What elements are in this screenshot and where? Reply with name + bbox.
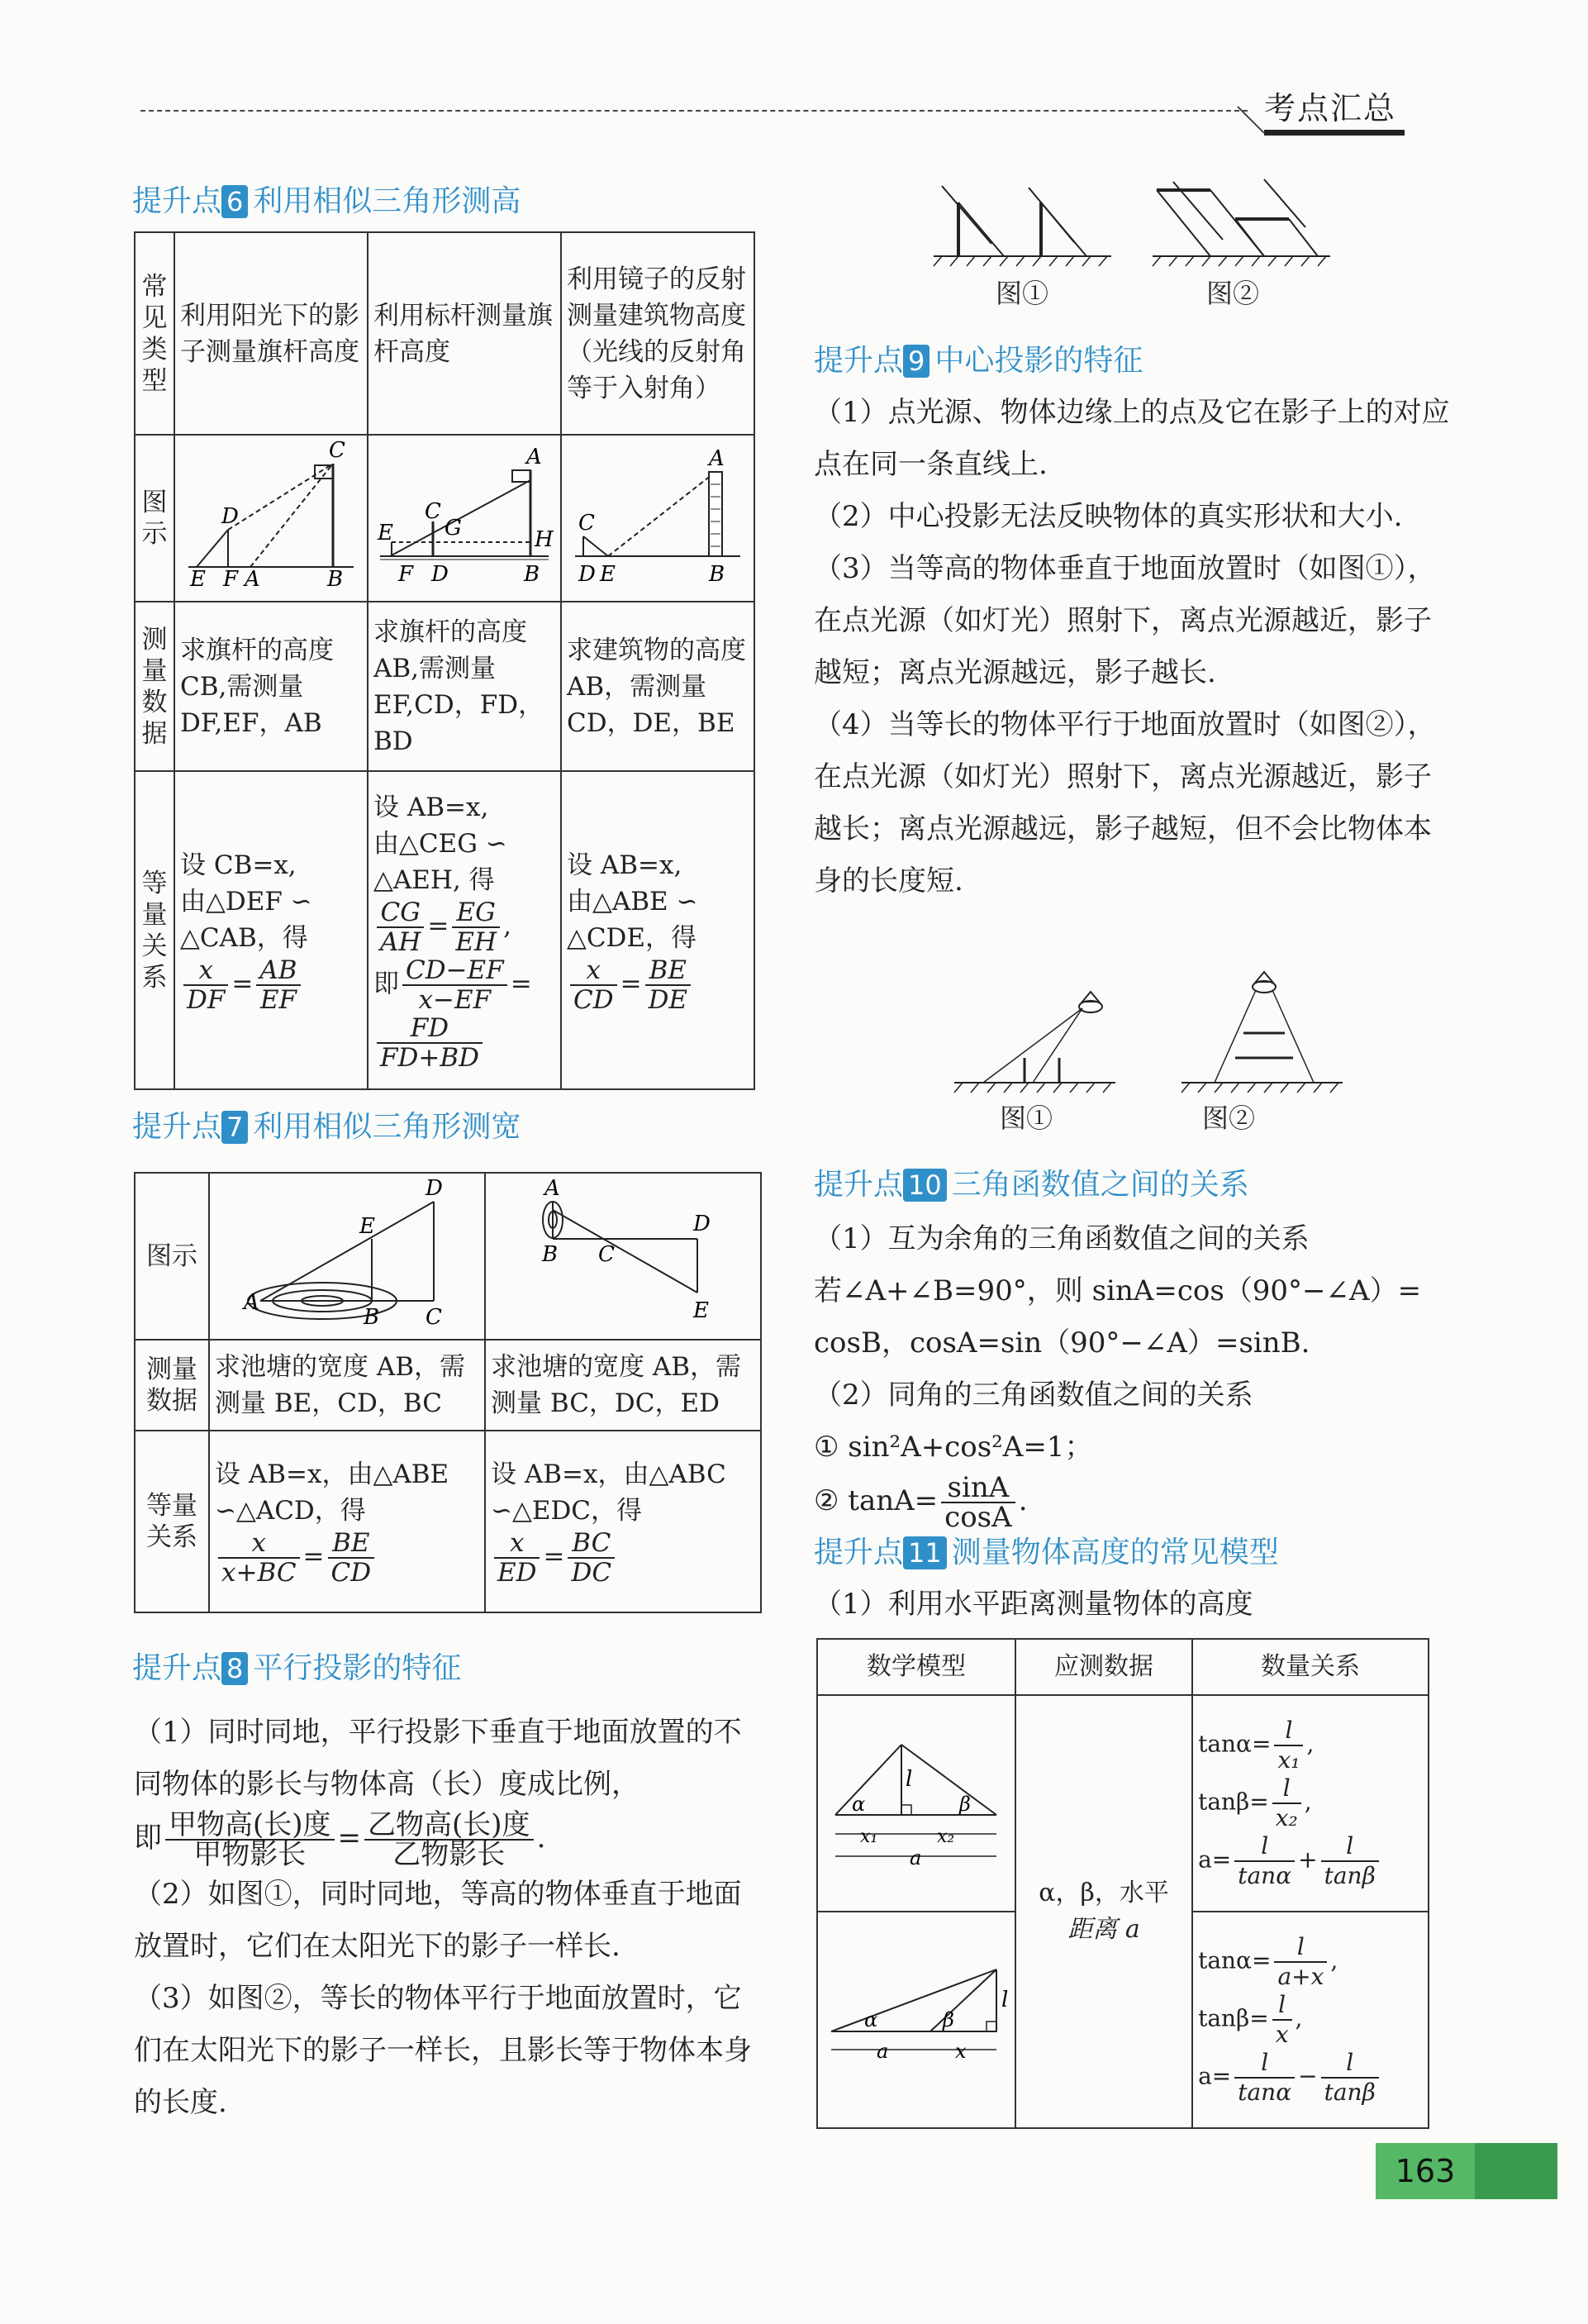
line: △CDE，得 [567, 922, 697, 953]
fraction: $\frac{\text{甲物高(长)度}}{\text{甲物影长}}$ [165, 1811, 335, 1869]
cell [174, 771, 368, 1089]
sec6-table [134, 231, 755, 1090]
pole-flagpole-diagram [373, 439, 555, 588]
paragraph: （3）如图②，等长的物体平行于地面放置时，它们在太阳光下的影子一样长，且影长等于物体本身的长度. [134, 1982, 752, 2119]
paragraph: ① sin²A+cos²A=1； [814, 1431, 1093, 1464]
svg-text:B: B [364, 1305, 380, 1326]
page-number: 163 [1376, 2143, 1475, 2199]
line: 由△CEG ∽ [373, 828, 507, 859]
cell: 求建筑物的高度AB，需测量CD，DE，BE [561, 602, 754, 771]
sec9-body [814, 387, 1450, 907]
svg-text:C: C [426, 1305, 442, 1326]
row-head: 图示 [135, 1173, 209, 1340]
fraction: $\frac{EG}{EH}$ [452, 898, 500, 956]
equation [373, 1014, 555, 1072]
fraction: $\frac{l}{a+x}$ [1274, 1933, 1327, 1991]
model-1-diagram [823, 1728, 1009, 1869]
equation: $\frac{CG}{AH}$ = $\frac{EG}{EH}$ , [373, 898, 555, 956]
cell: 求池塘的宽度 AB，需测量 BC，DC，ED [485, 1340, 761, 1431]
header-title: 考点汇总 [1264, 90, 1397, 126]
figure-cell [817, 1912, 1015, 2128]
table-row [135, 1431, 761, 1612]
model-2-diagram [823, 1957, 1009, 2073]
line: △AEH, 得 [373, 864, 495, 895]
paragraph: 若∠A+∠B=90°，则 sinA=cos（90°−∠A）= [814, 1274, 1422, 1307]
svg-text:G: G [445, 516, 462, 541]
equation: 即 $\frac{\text{甲物高(长)度}}{\text{甲物影长}}$ = $\frac{\text{乙物高(长)度}}{\text{乙物影长}}$ . [134, 1808, 546, 1871]
sec11-intro: （1）利用水平距离测量物体的高度 [814, 1588, 1253, 1621]
paragraph: （4）当等长的物体平行于地面放置时（如图②），在点光源（如灯光）照射下，离点光源越近，影子越长；离点光源越远，影子越短，但不会比物体本身的长度短. [814, 708, 1436, 898]
fig-top-caption-2: 图② [1206, 278, 1260, 309]
svg-text:B: B [709, 562, 725, 587]
fraction: $\frac{l}{\tan\alpha}$ [1234, 2049, 1295, 2107]
pond-width-diagram-2 [491, 1177, 755, 1326]
svg-text:E: E [600, 562, 616, 587]
svg-text:C: C [425, 499, 441, 524]
sec7-table [134, 1172, 762, 1613]
column-header: 数量关系 [1192, 1639, 1429, 1695]
cell: 求旗杆的高度AB,需测量EF,CD，FD，BD [368, 602, 561, 771]
fraction: $\frac{BC}{DC}$ [568, 1529, 615, 1587]
paragraph: （1）同时同地，平行投影下垂直于地面放置的不同物体的影长与物体高（长）度成比例， [134, 1716, 742, 1801]
line: 设 AB=x, [567, 850, 682, 880]
figure-cell [209, 1173, 485, 1340]
line: △CAB，得 [180, 922, 308, 953]
shadow-flagpole-diagram [180, 439, 362, 588]
svg-text:A: A [244, 1290, 259, 1315]
svg-text:A: A [526, 445, 542, 469]
equation: $\frac{x}{ED}$ = $\frac{BC}{DC}$ [491, 1529, 755, 1587]
cell [561, 771, 754, 1089]
paragraph: （1）点光源、物体边缘上的点及它在影子上的对应点在同一条直线上. [814, 396, 1450, 481]
svg-text:D: D [431, 562, 449, 587]
pond-width-diagram-1 [215, 1177, 479, 1326]
paragraph: （2）如图①，同时同地，等高的物体垂直于地面放置时，它们在太阳光下的影子一样长. [134, 1878, 742, 1963]
svg-text:C: C [329, 439, 345, 463]
sec11-heading: 提升点 11 测量物体高度的常见模型 [814, 1536, 1279, 1569]
cell: 利用标杆测量旗杆高度 [368, 232, 561, 435]
svg-text:β: β [959, 1792, 971, 1816]
svg-text:a: a [877, 2039, 889, 2063]
fraction: $\frac{l}{\tan\beta}$ [1321, 2049, 1379, 2107]
fig-mid-caption-1: 图① [1000, 1102, 1053, 1134]
figure-cell [485, 1173, 761, 1340]
sec6-tag: 提升点 [132, 184, 222, 218]
svg-text:D: D [426, 1177, 443, 1201]
relation-cell: tanα= $\frac{l}{\text{x₁}}$ , tanβ= $\frac{l}{\text{x₂}}$ , a= $\frac{l}{\tan\alpha}$ + $\frac{l}{\tan\beta}$ [1192, 1695, 1429, 1912]
svg-text:l: l [1001, 1987, 1009, 2012]
cell: 求旗杆的高度CB,需测量DF,EF，AB [174, 602, 368, 771]
equation: ② tanA= $\frac{\sin A}{\cos A}$ . [814, 1471, 1028, 1534]
sec10-body [814, 1213, 1458, 1534]
fraction: $\frac{l}{\tan\alpha}$ [1234, 1832, 1295, 1890]
page-number-tab [1376, 2143, 1557, 2199]
table-row [135, 771, 754, 1089]
data-cell: α，β，水平 距离 a [1015, 1695, 1192, 2128]
figure-cell [561, 435, 754, 602]
line: 设 AB=x, [373, 792, 489, 822]
svg-text:D: D [221, 504, 239, 529]
sec7-heading: 提升点 7 利用相似三角形测宽 [132, 1110, 521, 1144]
figure-cell [174, 435, 368, 602]
sec8-body [134, 1707, 766, 2129]
svg-text:C: C [598, 1242, 615, 1267]
line: 设 AB=x，由△ABE ∽△ACD，得 [215, 1460, 449, 1526]
sec11-table [816, 1638, 1429, 2129]
svg-text:x₂: x₂ [937, 1826, 955, 1847]
mirror-building-diagram [567, 439, 749, 588]
svg-text:E: E [693, 1298, 709, 1323]
line: 设 AB=x，由△ABC ∽△EDC，得 [491, 1460, 726, 1526]
figure-cell [368, 435, 561, 602]
cell: 利用镜子的反射测量建筑物高度（光线的反射角等于入射角） [561, 232, 754, 435]
equation: $\frac{x}{DF}$ = $\frac{AB}{EF}$ [180, 956, 362, 1014]
fig-top-caption-1: 图① [996, 278, 1049, 309]
fraction: $\frac{l}{\tan\beta}$ [1321, 1832, 1379, 1890]
svg-text:l: l [906, 1766, 913, 1792]
svg-text:β: β [943, 2007, 954, 2031]
fraction: $\frac{x}{x+BC}$ [218, 1529, 300, 1587]
equation: $\frac{x}{CD}$ = $\frac{BE}{DE}$ [567, 956, 749, 1014]
paragraph: （3）当等高的物体垂直于地面放置时（如图①），在点光源（如灯光）照射下，离点光源越近，影子越短；离点光源越远，影子越长. [814, 552, 1436, 689]
table-row [135, 1173, 761, 1340]
svg-text:a: a [910, 1845, 922, 1869]
cell: 求池塘的宽度 AB，需测量 BE，CD，BC [209, 1340, 485, 1431]
equation: $\frac{x}{x+BC}$ = $\frac{BE}{CD}$ [215, 1529, 479, 1587]
paragraph: cosB，cosA=sin（90°−∠A）=sinB. [814, 1326, 1310, 1360]
row-head: 测量数据 [135, 602, 174, 771]
line: 由△DEF ∽ [180, 886, 312, 917]
fraction: $\frac{\text{乙物高(长)度}}{\text{乙物影长}}$ [364, 1811, 534, 1869]
cell [485, 1431, 761, 1612]
svg-text:A: A [709, 446, 725, 471]
line: 设 CB=x, [180, 850, 297, 880]
svg-text:C: C [578, 511, 595, 536]
sec9-heading: 提升点 9 中心投影的特征 [814, 344, 1143, 378]
fraction: $\frac{FD}{FD+BD}$ [377, 1014, 483, 1072]
paragraph: （1）互为余角的三角函数值之间的关系 [814, 1222, 1310, 1255]
fraction: $\frac{AB}{EF}$ [256, 956, 300, 1014]
fraction: $\frac{l}{\text{x₁}}$ [1274, 1717, 1303, 1774]
header-underline [1264, 130, 1405, 136]
svg-text:E: E [190, 567, 206, 588]
sec6-number: 6 [221, 185, 248, 218]
fraction: $\frac{\sin A}{\cos A}$ [941, 1474, 1015, 1531]
table-row [135, 1340, 761, 1431]
svg-text:D: D [578, 562, 596, 587]
table-row [135, 602, 754, 771]
svg-text:B: B [327, 567, 344, 588]
fraction: $\frac{BE}{CD}$ [328, 1529, 375, 1587]
svg-text:x: x [955, 2039, 967, 2063]
row-head: 常见类型 [135, 232, 174, 435]
row-head: 等量关系 [135, 1431, 209, 1612]
cell [368, 771, 561, 1089]
svg-text:B: B [542, 1242, 559, 1267]
svg-text:H: H [535, 527, 554, 552]
fraction: $\frac{x}{DF}$ [183, 956, 228, 1014]
cell: 利用阳光下的影子测量旗杆高度 [174, 232, 368, 435]
svg-text:E: E [378, 521, 393, 545]
paragraph: （2）中心投影无法反映物体的真实形状和大小. [814, 500, 1403, 533]
column-header: 应测数据 [1015, 1639, 1192, 1695]
table-row [135, 232, 754, 435]
header-dashed-rule [140, 110, 1248, 112]
paragraph: （2）同角的三角函数值之间的关系 [814, 1379, 1253, 1412]
sec8-heading: 提升点 8 平行投影的特征 [132, 1651, 462, 1685]
row-head: 等量关系 [135, 771, 174, 1089]
cell [209, 1431, 485, 1612]
equation: 即 $\frac{CD-EF}{x-EF}$ = [373, 955, 532, 1015]
sec10-heading: 提升点 10 三角函数值之间的关系 [814, 1168, 1249, 1202]
header-rule-slash [1237, 106, 1264, 133]
svg-text:E: E [359, 1214, 375, 1239]
sec6-heading [132, 178, 521, 220]
svg-text:A: A [544, 1177, 560, 1201]
svg-text:B: B [524, 562, 540, 587]
svg-text:α: α [864, 2007, 878, 2031]
fraction: $\frac{l}{x}$ [1272, 1991, 1292, 2049]
svg-text:F: F [398, 562, 414, 587]
fraction: $\frac{CD-EF}{x-EF}$ [402, 956, 507, 1014]
fraction: $\frac{l}{\text{x₂}}$ [1272, 1774, 1301, 1832]
figure-cell [817, 1695, 1015, 1912]
table-row [817, 1695, 1429, 1912]
svg-text:α: α [852, 1792, 866, 1816]
fig-mid-caption-2: 图② [1202, 1102, 1256, 1134]
fraction: $\frac{CG}{AH}$ [377, 898, 424, 956]
row-head: 测量数据 [135, 1340, 209, 1431]
fraction: $\frac{x}{ED}$ [494, 1529, 540, 1587]
fraction: $\frac{x}{CD}$ [570, 956, 617, 1014]
sec6-title: 利用相似三角形测高 [253, 184, 521, 218]
column-header: 数学模型 [817, 1639, 1015, 1695]
row-head: 图示 [135, 435, 174, 602]
line: 由△ABE ∽ [567, 886, 698, 917]
svg-text:x₁: x₁ [860, 1826, 878, 1847]
table-row [135, 435, 754, 602]
svg-text:D: D [693, 1212, 711, 1236]
svg-text:A: A [245, 567, 260, 588]
central-projection-figures [950, 967, 1380, 1099]
relation-cell: tanα= $\frac{l}{a+x}$ , tanβ= $\frac{l}{x}$ , a= $\frac{l}{\tan\alpha}$ − $\frac{l}{\tan\beta}$ [1192, 1912, 1429, 2128]
svg-text:F: F [223, 567, 239, 588]
table-row [817, 1639, 1429, 1695]
fraction: $\frac{BE}{DE}$ [645, 956, 691, 1014]
